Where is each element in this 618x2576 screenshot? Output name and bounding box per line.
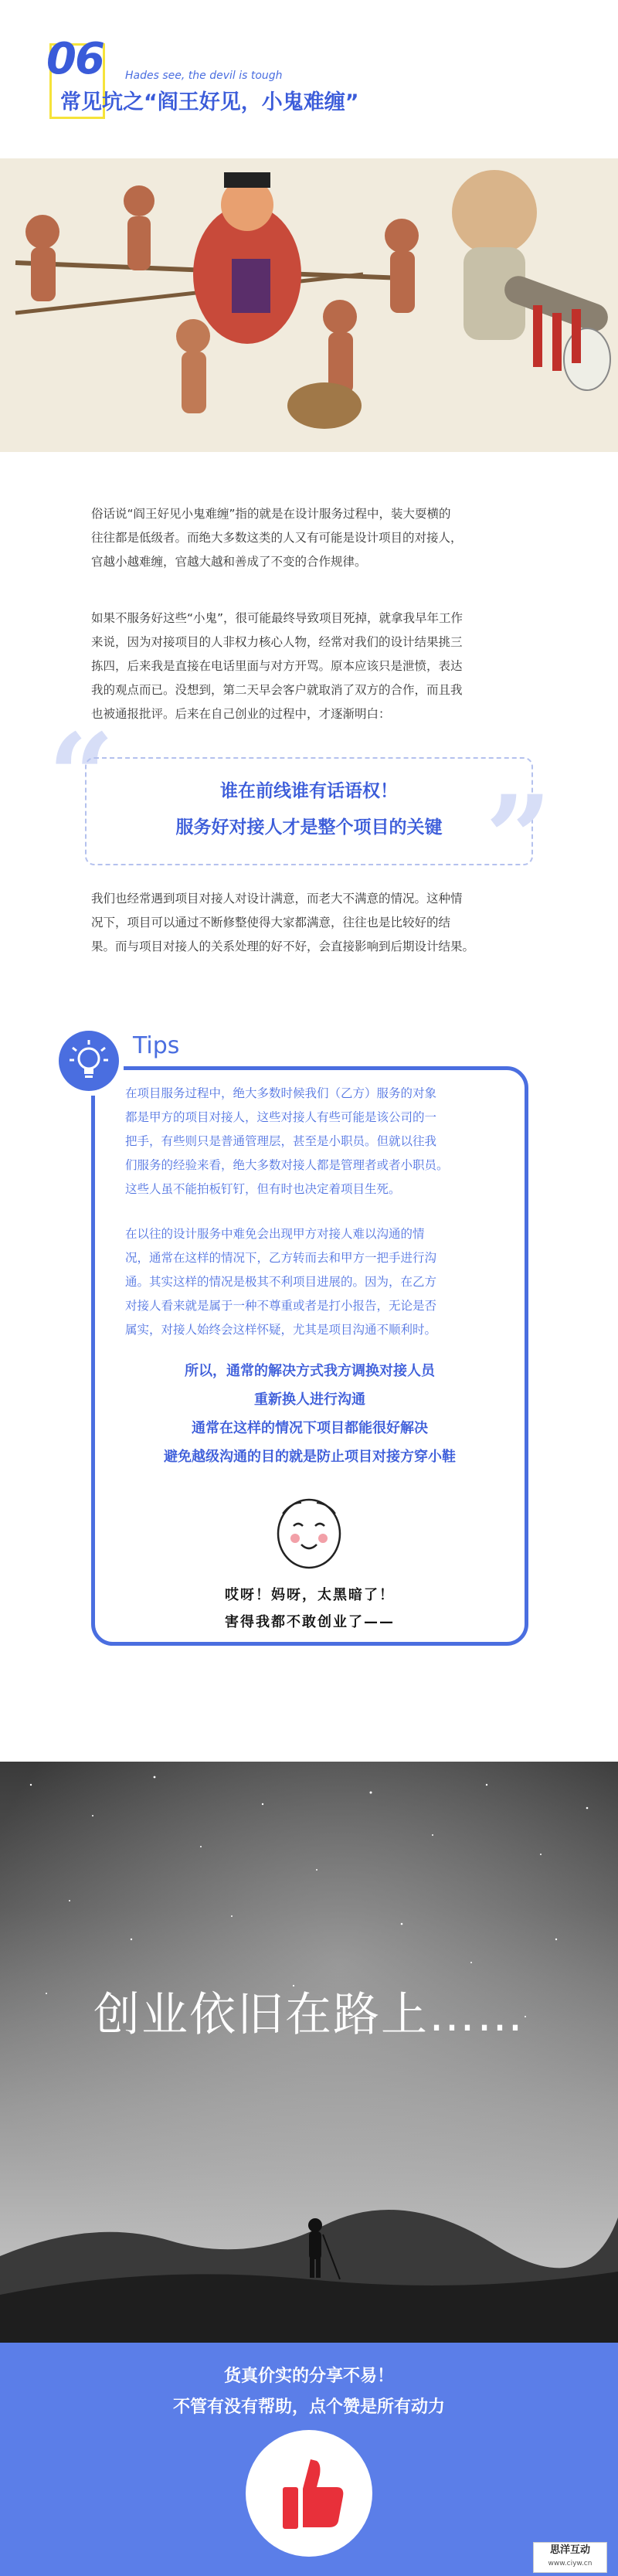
text-line: 对接人看来就是属于一种不尊重或者是打小报告，无论是否 (125, 1299, 437, 1313)
text-line: 在项目服务过程中，绝大多数时候我们（乙方）服务的对象 (125, 1086, 437, 1100)
tips-label: Tips (125, 1032, 187, 1059)
section-number: 06 (46, 34, 104, 84)
text-line: 况，通常在这样的情况下，乙方转而去和甲方一把手进行沟 (125, 1251, 437, 1265)
quote-line-2: 服务好对接人才是整个项目的关键 (175, 817, 443, 838)
tips-paragraph-1 (125, 1082, 496, 1201)
meme-face-icon (272, 1495, 346, 1569)
quote-box (85, 757, 533, 865)
logo-url: www.ciyw.cn (548, 2560, 593, 2568)
text-line: 也被通报批评。后来在自己创业的过程中，才逐渐明白： (91, 707, 391, 721)
text-line: 在以往的设计服务中难免会出现甲方对接人难以沟通的情 (125, 1227, 425, 1241)
text-line: 如果不服务好这些“小鬼”，很可能最终导致项目死掉，就拿我早年工作 (91, 611, 464, 625)
text-line: 往往都是低级者。而绝大多数这类的人又有可能是设计项目的对接人， (91, 531, 463, 545)
like-button[interactable] (246, 2430, 372, 2557)
quote-close-icon: ” (485, 770, 552, 906)
text-line: 况下，项目可以通过不断修整使得大家都满意，往往也是比较好的结 (91, 916, 451, 929)
painting-art (0, 158, 618, 452)
intro-paragraph-1 (91, 502, 531, 574)
tips-emphasis-4: 避免越级沟通的目的就是防止项目对接方穿小鞋 (164, 1449, 456, 1465)
footer-line-1: 货真价实的分享不易！ (223, 2367, 394, 2386)
meme-caption-2: 害得我都不敢创业了—— (225, 1614, 395, 1630)
text-line: 我的观点而已。没想到，第二天早会客户就取消了双方的合作，而且我 (91, 683, 463, 697)
tips-paragraph-2 (125, 1222, 496, 1342)
after-quote-paragraph (91, 887, 531, 959)
brand-logo (533, 2542, 607, 2573)
text-line: 这些人虽不能拍板钉钉，但有时也决定着项目生死。 (125, 1182, 401, 1196)
logo-name: 思洋互动 (549, 2544, 590, 2556)
sky-headline: 创业依旧在路上…… (93, 1988, 525, 2042)
text-line: 我们也经常遇到项目对接人对设计满意，而老大不满意的情况。这种情 (91, 892, 463, 906)
footer-line-2: 不管有没有帮助，点个赞是所有动力 (172, 2398, 445, 2417)
text-line: 把手，有些则只是普通管理层，甚至是小职员。但就以往我 (125, 1134, 437, 1148)
lightbulb-icon (59, 1031, 119, 1091)
section-title: 常见坑之“阎王好见，小鬼难缠” (60, 90, 359, 114)
tips-emphasis-2: 重新换人进行沟通 (254, 1392, 365, 1408)
thumbs-up-icon (246, 2430, 372, 2557)
tips-emphasis-1: 所以，通常的解决方式我方调换对接人员 (185, 1363, 435, 1379)
text-line: 通。其实这样的情况是极其不利项目进展的。因为，在乙方 (125, 1275, 437, 1289)
section-subtitle: Hades see, the devil is tough (125, 70, 283, 82)
text-line: 们服务的经验来看，绝大多数对接人都是管理者或者小职员。 (125, 1158, 449, 1172)
meme-caption-1: 哎呀！妈呀，太黑暗了！ (225, 1587, 395, 1603)
text-line: 拣四，后来我是直接在电话里面与对方开骂。原本应该只是泄愤，表达 (91, 659, 463, 673)
text-line: 属实，对接人始终会这样怀疑，尤其是项目沟通不顺利时。 (125, 1323, 437, 1337)
text-line: 来说，因为对接项目的人非权力核心人物，经常对我们的设计结果挑三 (91, 635, 463, 649)
text-line: 果。而与项目对接人的关系处理的好不好，会直接影响到后期设计结果。 (91, 940, 475, 953)
traditional-painting-image (0, 158, 618, 452)
text-line: 官越小越难缠，官越大越和善成了不变的合作规律。 (91, 555, 367, 569)
intro-paragraph-2 (91, 607, 531, 726)
night-sky-image (0, 1762, 618, 2343)
text-line: 俗话说“阎王好见小鬼难缠”指的就是在设计服务过程中，装大耍横的 (91, 507, 451, 521)
tips-emphasis-3: 通常在这样的情况下项目都能很好解决 (192, 1420, 428, 1436)
quote-open-icon: “ (48, 709, 115, 845)
text-line: 都是甲方的项目对接人，这些对接人有些可能是该公司的一 (125, 1110, 437, 1124)
quote-line-1: 谁在前线谁有话语权！ (220, 781, 398, 801)
